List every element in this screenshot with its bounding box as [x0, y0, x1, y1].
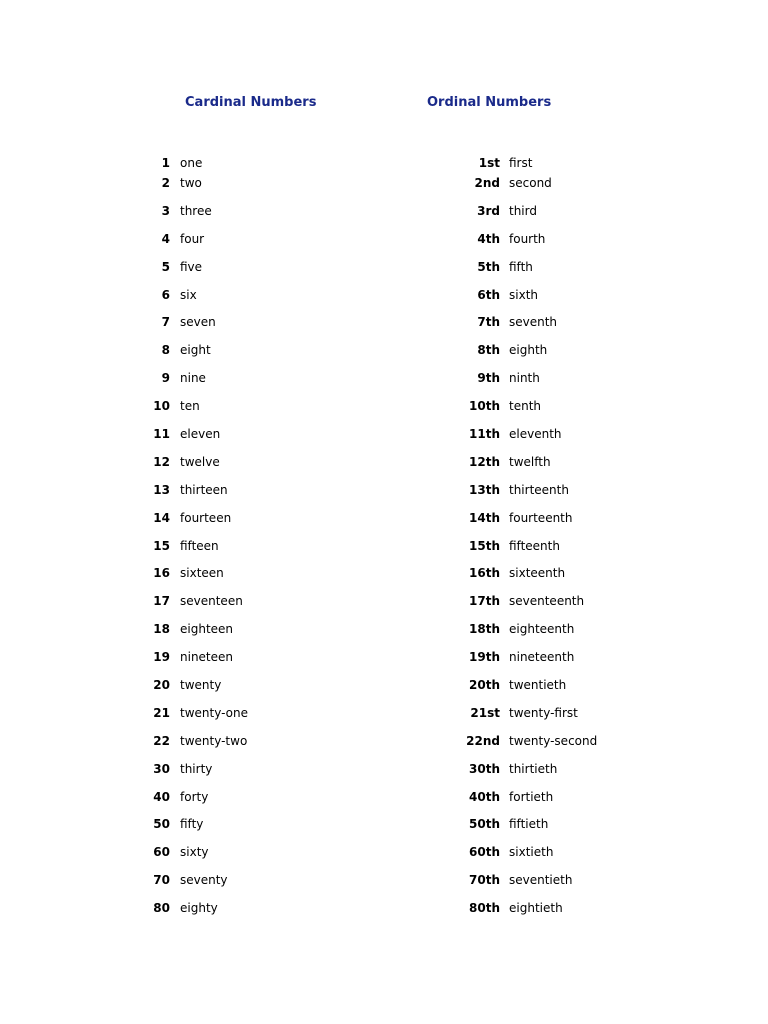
table-row [0, 702, 768, 730]
ordinal-number: 9th [477, 371, 500, 386]
ordinal-word: eighteenth [509, 622, 575, 637]
cardinal-number: 70 [153, 873, 170, 888]
ordinal-number: 50th [469, 817, 500, 832]
ordinal-number: 20th [469, 678, 500, 693]
cardinal-word: eleven [180, 427, 221, 442]
ordinal-word: fourth [509, 231, 546, 246]
ordinal-number: 60th [469, 845, 500, 860]
cardinal-number: 15 [153, 538, 170, 553]
cardinal-word: five [180, 259, 203, 274]
table-row [0, 256, 768, 284]
ordinal-number: 22nd [466, 733, 500, 748]
table-row [0, 618, 768, 646]
ordinal-word: seventeenth [509, 594, 585, 609]
table-row [0, 172, 768, 200]
cardinal-word: twenty-one [180, 705, 248, 720]
ordinal-number: 17th [469, 594, 500, 609]
ordinal-number: 70th [469, 873, 500, 888]
cardinal-number: 17 [153, 594, 170, 609]
cardinal-number: 3 [161, 203, 170, 218]
ordinal-word: eleventh [509, 427, 562, 442]
ordinal-number: 19th [469, 650, 500, 665]
ordinal-word: twenty-second [509, 733, 598, 748]
cardinal-number: 10 [153, 399, 170, 414]
cardinal-word: seventy [180, 873, 228, 888]
cardinal-number: 21 [153, 705, 170, 720]
cardinal-number: 16 [153, 566, 170, 581]
cardinal-word: three [180, 203, 212, 218]
ordinal-number: 80th [469, 901, 500, 916]
cardinal-number: 50 [153, 817, 170, 832]
ordinal-number: 1st [478, 156, 500, 170]
table-row [0, 479, 768, 507]
ordinal-word: nineteenth [509, 650, 575, 665]
table-row [0, 284, 768, 312]
ordinal-number: 21st [470, 705, 500, 720]
ordinal-word: fiftieth [509, 817, 549, 832]
cardinal-word: sixteen [180, 566, 224, 581]
ordinal-number: 6th [477, 287, 500, 302]
cardinal-word: eighty [180, 901, 218, 916]
ordinal-number: 40th [469, 789, 500, 804]
ordinal-number: 30th [469, 761, 500, 776]
cardinal-word: thirteen [180, 482, 228, 497]
ordinal-word: eighth [509, 343, 548, 358]
ordinal-word: second [509, 176, 552, 190]
cardinal-word: thirty [180, 761, 213, 776]
table-row [0, 562, 768, 590]
ordinal-word: thirtieth [509, 761, 558, 776]
table-row [0, 646, 768, 674]
table-row [0, 507, 768, 535]
table-row [0, 590, 768, 618]
ordinal-number: 12th [469, 454, 500, 469]
cardinal-word: one [180, 156, 203, 170]
ordinal-word: ninth [509, 371, 540, 386]
ordinal-number: 7th [477, 315, 500, 330]
table-row [0, 897, 768, 925]
cardinal-number: 19 [153, 650, 170, 665]
table-row [0, 423, 768, 451]
cardinal-word: ten [180, 399, 200, 414]
ordinal-word: fifteenth [509, 538, 560, 553]
cardinal-word: seven [180, 315, 216, 330]
cardinal-number: 2 [161, 176, 170, 190]
cardinal-number: 7 [161, 315, 170, 330]
cardinal-number: 9 [161, 371, 170, 386]
cardinal-word: fourteen [180, 510, 232, 525]
ordinal-word: fortieth [509, 789, 554, 804]
ordinal-number: 2nd [474, 176, 500, 190]
cardinal-number: 14 [153, 510, 170, 525]
ordinal-word: sixteenth [509, 566, 566, 581]
ordinal-number: 4th [477, 231, 500, 246]
numbers-table [0, 152, 768, 925]
table-row [0, 311, 768, 339]
table-row [0, 813, 768, 841]
cardinal-word: four [180, 231, 205, 246]
cardinal-number: 22 [153, 733, 170, 748]
table-row [0, 152, 768, 172]
cardinal-word: forty [180, 789, 209, 804]
cardinal-number: 12 [153, 454, 170, 469]
cardinal-word: two [180, 176, 202, 190]
cardinal-numbers-heading: Cardinal Numbers [185, 95, 317, 110]
table-row [0, 674, 768, 702]
cardinal-number: 60 [153, 845, 170, 860]
ordinal-word: first [509, 156, 533, 170]
cardinal-number: 80 [153, 901, 170, 916]
ordinal-word: twenty-first [509, 705, 578, 720]
ordinal-word: third [509, 203, 537, 218]
ordinal-number: 14th [469, 510, 500, 525]
table-row [0, 841, 768, 869]
ordinal-word: seventh [509, 315, 558, 330]
cardinal-word: fifteen [180, 538, 219, 553]
cardinal-number: 13 [153, 482, 170, 497]
ordinal-number: 11th [469, 427, 500, 442]
cardinal-number: 11 [153, 427, 170, 442]
cardinal-word: eighteen [180, 622, 234, 637]
ordinal-number: 5th [477, 259, 500, 274]
cardinal-word: twenty [180, 678, 222, 693]
table-row [0, 535, 768, 563]
ordinal-word: thirteenth [509, 482, 569, 497]
cardinal-number: 18 [153, 622, 170, 637]
ordinal-number: 15th [469, 538, 500, 553]
cardinal-word: six [180, 287, 197, 302]
table-row [0, 339, 768, 367]
table-row [0, 367, 768, 395]
ordinal-word: fourteenth [509, 510, 573, 525]
ordinal-word: eightieth [509, 901, 563, 916]
cardinal-word: fifty [180, 817, 204, 832]
ordinal-number: 10th [469, 399, 500, 414]
cardinal-word: nineteen [180, 650, 234, 665]
table-row [0, 395, 768, 423]
table-row [0, 786, 768, 814]
cardinal-word: sixty [180, 845, 209, 860]
ordinal-numbers-heading: Ordinal Numbers [427, 95, 552, 110]
cardinal-number: 40 [153, 789, 170, 804]
ordinal-number: 8th [477, 343, 500, 358]
ordinal-word: sixth [509, 287, 538, 302]
ordinal-word: seventieth [509, 873, 573, 888]
ordinal-word: sixtieth [509, 845, 554, 860]
table-row [0, 451, 768, 479]
ordinal-word: twentieth [509, 678, 567, 693]
ordinal-word: tenth [509, 399, 542, 414]
table-row [0, 869, 768, 897]
ordinal-word: fifth [509, 259, 533, 274]
cardinal-number: 30 [153, 761, 170, 776]
table-row [0, 228, 768, 256]
ordinal-number: 18th [469, 622, 500, 637]
cardinal-number: 20 [153, 678, 170, 693]
cardinal-word: twenty-two [180, 733, 248, 748]
cardinal-word: eight [180, 343, 211, 358]
cardinal-word: twelve [180, 454, 220, 469]
ordinal-word: twelfth [509, 454, 551, 469]
table-row [0, 730, 768, 758]
cardinal-word: seventeen [180, 594, 243, 609]
cardinal-number: 6 [161, 287, 170, 302]
cardinal-number: 1 [161, 156, 170, 170]
ordinal-number: 16th [469, 566, 500, 581]
cardinal-number: 5 [161, 259, 170, 274]
ordinal-number: 3rd [477, 203, 500, 218]
table-row [0, 758, 768, 786]
ordinal-number: 13th [469, 482, 500, 497]
cardinal-number: 4 [161, 231, 170, 246]
table-row [0, 200, 768, 228]
cardinal-number: 8 [161, 343, 170, 358]
cardinal-word: nine [180, 371, 206, 386]
